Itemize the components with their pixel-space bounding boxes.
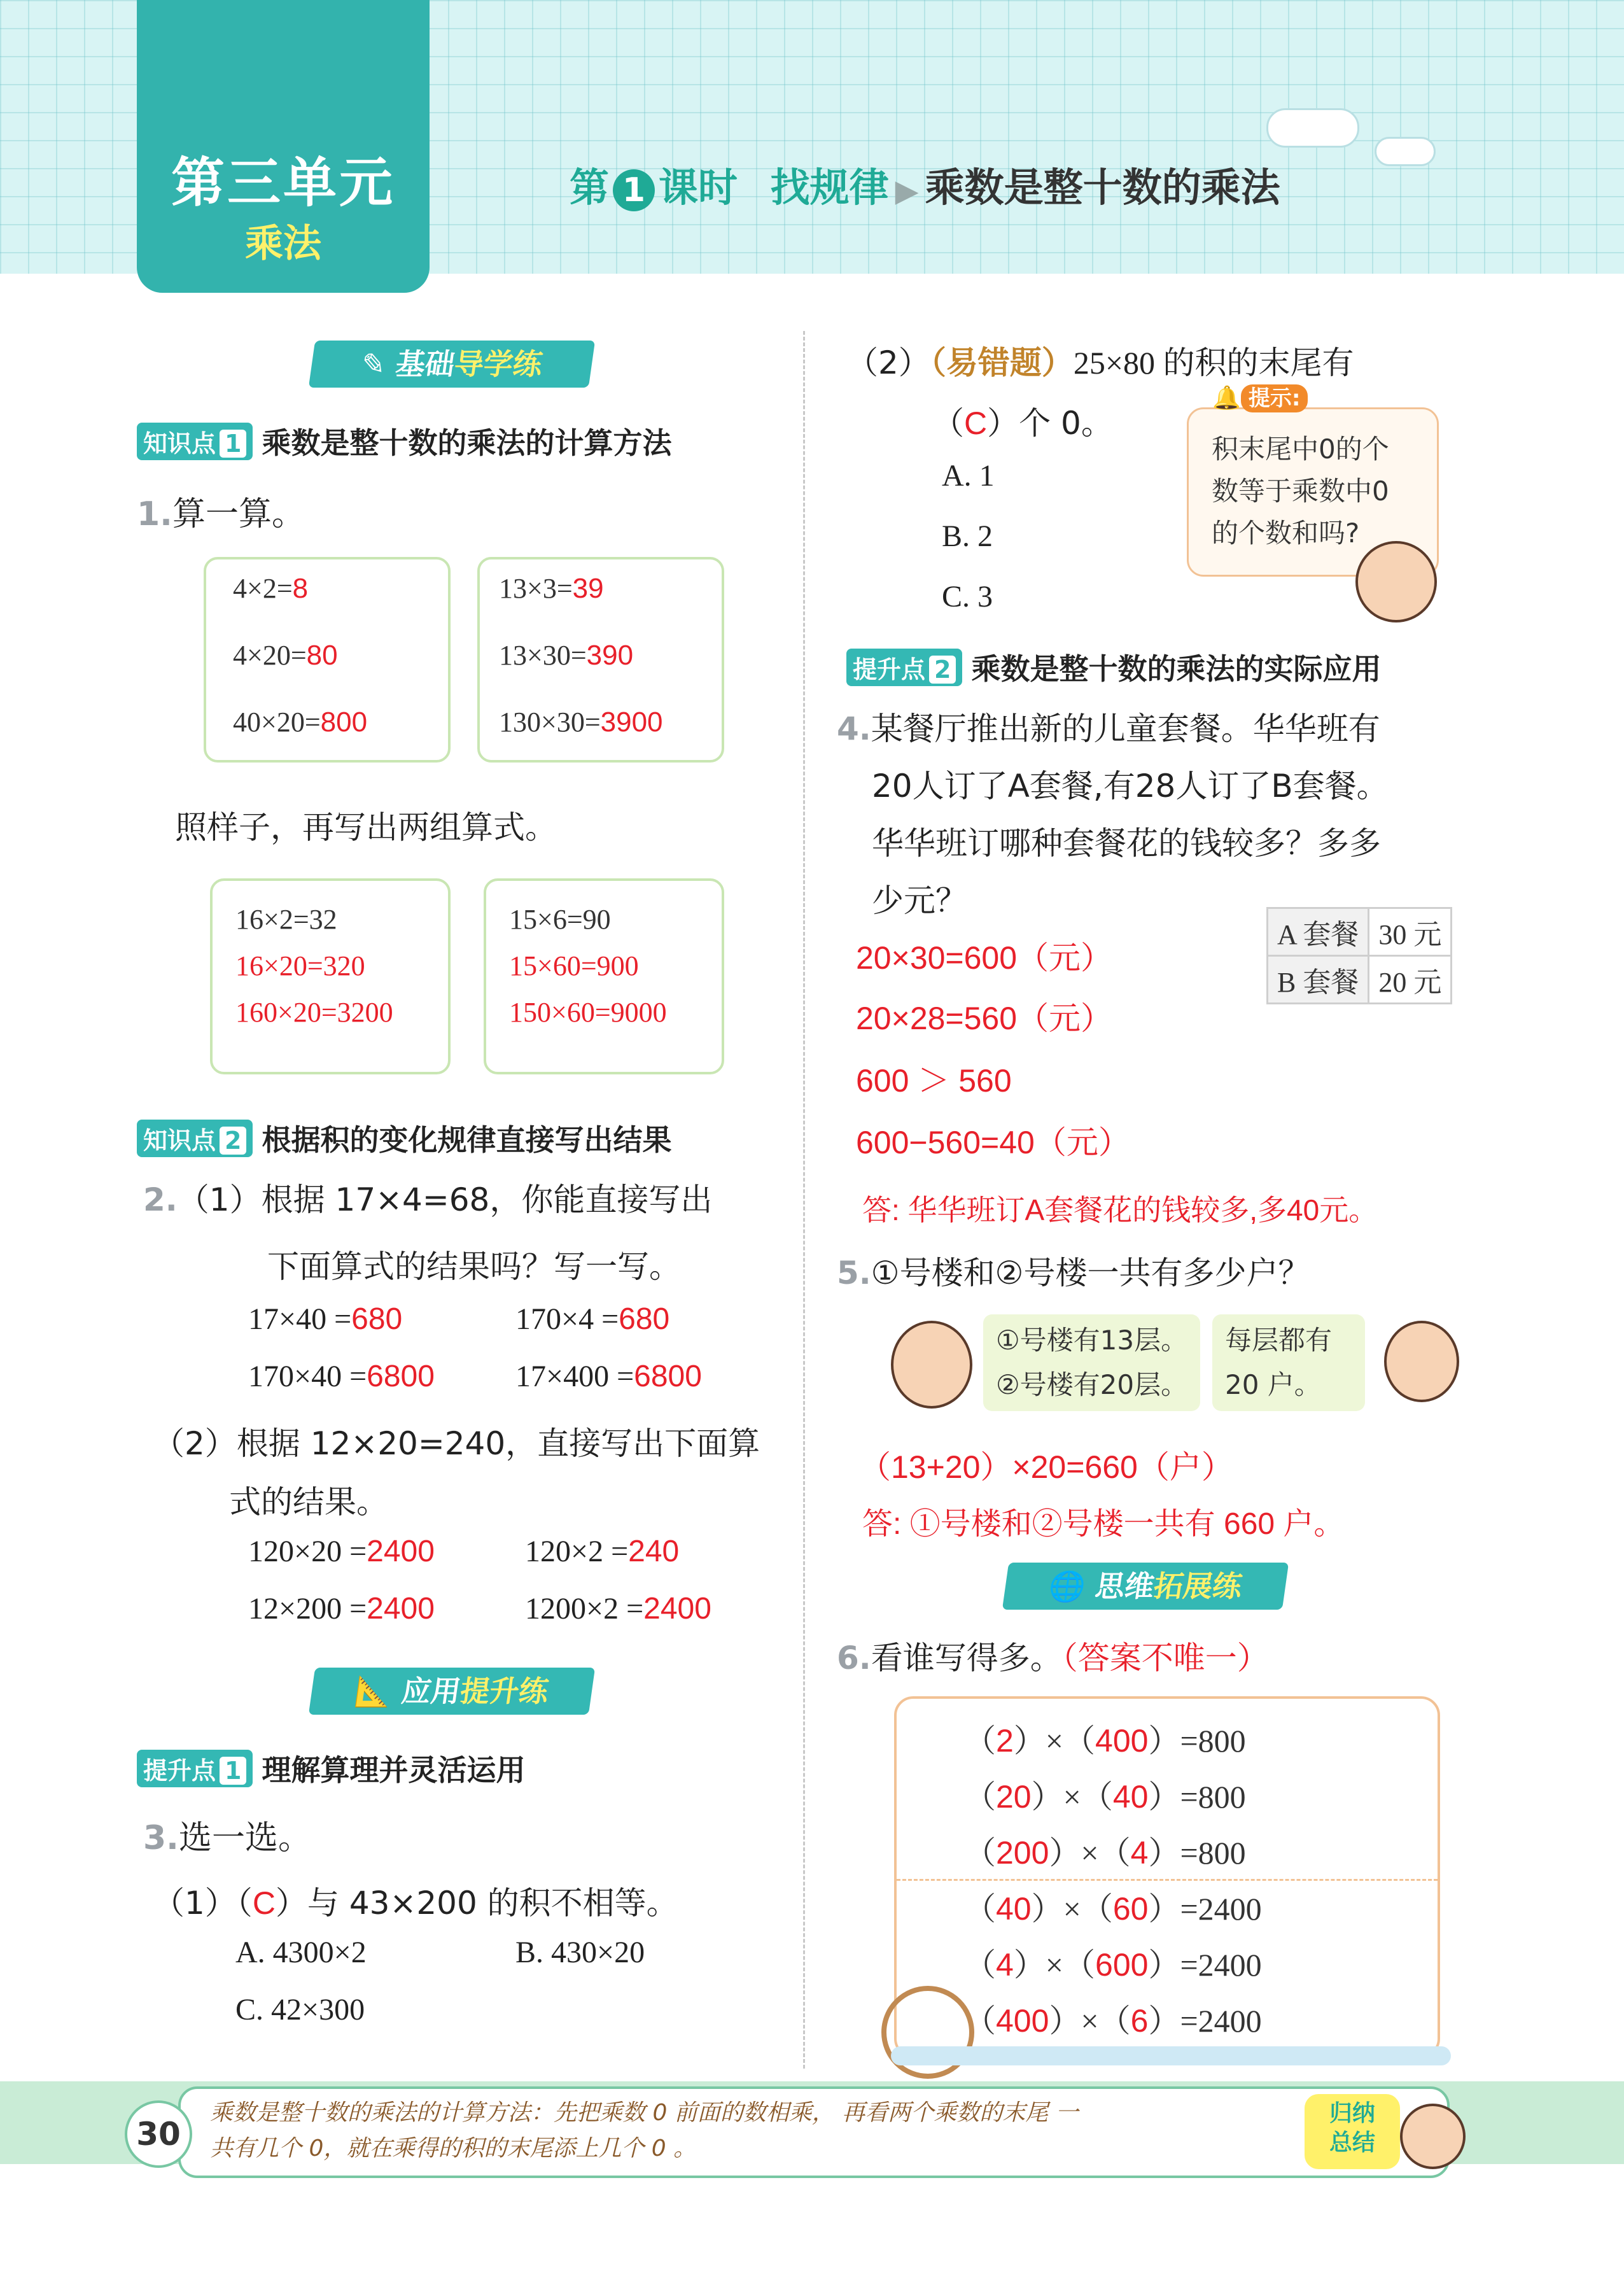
upgrade-point-2 — [846, 646, 1381, 688]
q6-row: （20）×（40）=800 — [964, 1779, 1246, 1815]
section-banner-apply — [309, 1668, 595, 1715]
calc-line: 16×2=32 — [235, 904, 337, 935]
upgrade-title: 理解算理并灵活运用 — [262, 1753, 526, 1787]
knowledge-tag — [137, 1120, 253, 1157]
q2-item — [515, 1302, 669, 1337]
badge-line: 归纳 — [1329, 2100, 1375, 2127]
knowledge-title: 乘数是整十数的乘法的计算方法 — [262, 426, 672, 460]
upgrade-tag — [137, 1750, 253, 1787]
q3-part2 — [846, 337, 1354, 383]
q2-item — [248, 1359, 435, 1394]
expr: 13×3= — [499, 573, 573, 604]
question-4 — [837, 703, 1380, 749]
text: ）个 0。 — [987, 405, 1113, 442]
lesson-name: 找规律 — [770, 164, 889, 211]
tag-label: 知识点 — [143, 429, 216, 458]
q4-line: 少元？ — [872, 882, 967, 919]
q4-work: 20×28=560（元） — [856, 1001, 1113, 1036]
question-3 — [143, 1811, 311, 1859]
upgrade-title: 乘数是整十数的乘法的实际应用 — [971, 652, 1382, 686]
expr: 170×40 = — [248, 1360, 367, 1393]
compass-icon: ✎ — [358, 347, 389, 381]
text: ）与 43×200 的积不相等。 — [275, 1885, 678, 1922]
answer: C — [252, 1885, 276, 1921]
answer: 390 — [586, 640, 634, 671]
globe-icon: 🌐 — [1046, 1569, 1088, 1603]
text: （2） — [846, 344, 930, 381]
question-number: 5. — [837, 1255, 871, 1291]
q4-work: 600 ＞ 560 — [856, 1063, 1012, 1099]
expr: 130×30= — [499, 707, 601, 738]
answer-note: （答案不唯一） — [1061, 1640, 1269, 1676]
speech-line: 20 户。 — [1225, 1369, 1321, 1400]
expr: 17×40 = — [248, 1302, 352, 1336]
table-row — [1268, 908, 1452, 956]
calc-line — [233, 639, 338, 671]
answer: 3900 — [600, 707, 663, 738]
hint-line: 的个数和吗? — [1212, 517, 1360, 549]
banner-prefix: 思维 — [1093, 1569, 1157, 1603]
q4-work: 600−560=40（元） — [856, 1125, 1130, 1160]
unit-box — [137, 0, 430, 293]
tag-label: 知识点 — [143, 1126, 216, 1155]
factor-a: 400 — [996, 2003, 1049, 2039]
answer: 680 — [619, 1302, 670, 1336]
summary-line: 乘数是整十数的乘法的计算方法：先把乘数 0 前面的数相乘， 再看两个乘数的末尾 一 — [210, 2100, 1079, 2126]
calc-line: 160×20=3200 — [235, 997, 393, 1028]
question-number: 3. — [143, 1819, 179, 1857]
tag-number: 2 — [220, 1127, 246, 1155]
knowledge-title: 根据积的变化规律直接写出结果 — [262, 1123, 672, 1157]
banner-highlight: 导学练 — [452, 347, 545, 381]
expr: 17×400 = — [515, 1360, 634, 1393]
footer-summary — [210, 2095, 1254, 2167]
factor-b: 400 — [1095, 1723, 1149, 1759]
question-1 — [137, 487, 305, 535]
factor-a: 2 — [996, 1723, 1014, 1759]
option: B. 430×20 — [515, 1936, 645, 1969]
q2-item — [248, 1302, 402, 1337]
question-2 — [143, 1174, 712, 1220]
text: （ — [932, 405, 964, 442]
factor-b: 4 — [1130, 1835, 1149, 1871]
answer: 2400 — [367, 1592, 435, 1626]
q1-instruction: 照样子，再写出两组算式。 — [175, 809, 557, 846]
q6-row: （200）×（4）=800 — [964, 1835, 1246, 1871]
text: （1）（ — [153, 1885, 253, 1922]
tag-label: 提升点 — [143, 1756, 216, 1785]
knowledge-tag — [137, 423, 253, 460]
error-prone-tag: （易错题） — [930, 344, 1074, 381]
bell-icon: 🔔 — [1212, 385, 1241, 411]
banner-highlight: 提升练 — [458, 1674, 551, 1708]
knowledge-point-2 — [137, 1117, 671, 1159]
lesson-topic: 乘数是整十数的乘法 — [925, 164, 1280, 211]
table-cell: 30 元 — [1369, 908, 1452, 956]
answer: C — [964, 405, 988, 441]
factor-a: 4 — [996, 1947, 1014, 1983]
q2-part2-text2: 式的结果。 — [229, 1484, 388, 1521]
play-arrow-icon: ▶ — [895, 173, 919, 209]
unit-title: 第三单元 — [171, 151, 395, 214]
price-table — [1266, 907, 1452, 1004]
table-cell: A 套餐 — [1268, 908, 1369, 956]
section-banner-basic — [309, 341, 595, 388]
question-number: 4. — [837, 710, 871, 747]
q6-row: （40）×（60）=2400 — [964, 1891, 1262, 1927]
calc-line: 15×6=90 — [509, 904, 611, 935]
question-text: （1）根据 17×4=68，你能直接写出 — [177, 1181, 713, 1218]
q6-row: （4）×（600）=2400 — [964, 1947, 1262, 1983]
expr: 13×30= — [499, 640, 587, 671]
calc-line: 150×60=9000 — [509, 997, 667, 1028]
calc-line — [233, 706, 367, 738]
column-divider — [803, 331, 805, 2069]
q2-item — [525, 1534, 679, 1569]
hint-line: 数等于乘数中0 — [1212, 475, 1389, 507]
upgrade-tag — [846, 649, 962, 686]
calc-line: 16×20=320 — [235, 950, 365, 981]
option: B. 2 — [942, 519, 993, 553]
calc-line: 15×60=900 — [509, 950, 639, 981]
cloud-icon — [1375, 137, 1436, 166]
hint-label: 提示: — [1241, 384, 1308, 412]
question-text: 算一算。 — [172, 495, 305, 533]
q2-item — [248, 1534, 435, 1569]
calc-card-b — [477, 557, 724, 763]
lesson-prefix: 第 — [570, 164, 610, 211]
option: A. 1 — [942, 459, 995, 493]
factor-a: 200 — [996, 1835, 1049, 1871]
cloud-icon — [1266, 108, 1359, 148]
q2-item — [525, 1591, 711, 1626]
q5-answer: 答: ①号楼和②号楼一共有 660 户。 — [862, 1507, 1345, 1541]
summary-badge — [1305, 2094, 1400, 2169]
expr: 40×20= — [233, 707, 321, 738]
question-6 — [837, 1633, 1269, 1678]
q2-item — [515, 1359, 702, 1394]
answer: 2400 — [643, 1592, 711, 1626]
speech-bubble-1 — [983, 1314, 1200, 1411]
hint-header — [1212, 381, 1308, 412]
hint-line: 积末尾中0的个 — [1212, 433, 1389, 465]
tag-number: 1 — [220, 1757, 246, 1785]
water-decoration — [891, 2046, 1451, 2065]
upgrade-point-1 — [137, 1747, 525, 1789]
q3-part2-line2 — [932, 398, 1113, 444]
factor-b: 40 — [1112, 1779, 1149, 1815]
option: C. 3 — [942, 580, 993, 614]
q2-part2-text: （2）根据 12×20=240，直接写出下面算 — [153, 1425, 760, 1462]
factor-b: 6 — [1130, 2003, 1149, 2039]
page-number: 30 — [125, 2100, 192, 2168]
question-number: 6. — [837, 1640, 871, 1677]
q4-answer: 答: 华华班订A套餐花的钱较多,多40元。 — [862, 1193, 1378, 1227]
q6-divider — [897, 1879, 1438, 1881]
expr: 120×2 = — [525, 1535, 629, 1568]
expr: 12×200 = — [248, 1592, 367, 1626]
answer: 39 — [572, 573, 604, 604]
answer: 8 — [292, 573, 309, 604]
q2-item — [248, 1591, 435, 1626]
expr: 170×4 = — [515, 1302, 619, 1336]
knowledge-point-1 — [137, 420, 671, 462]
q4-work: 20×30=600（元） — [856, 940, 1113, 976]
factor-a: 20 — [996, 1779, 1032, 1815]
expr: 4×20= — [233, 640, 307, 671]
answer: 80 — [306, 640, 338, 671]
lesson-heading — [570, 156, 1280, 213]
answer: 6800 — [634, 1360, 702, 1393]
q5-work: （13+20）×20=660（户） — [859, 1449, 1233, 1485]
expr: 120×20 = — [248, 1535, 367, 1568]
boy-avatar — [1400, 2104, 1466, 2169]
banner-prefix: 应用 — [399, 1674, 463, 1708]
q2-part1-text2: 下面算式的结果吗？写一写。 — [267, 1248, 681, 1285]
answer: 2400 — [367, 1535, 435, 1568]
badge-line: 总结 — [1329, 2130, 1375, 2156]
boy-avatar — [1384, 1321, 1459, 1402]
calc-line — [499, 639, 633, 671]
section-banner-think — [1002, 1563, 1289, 1610]
table-row — [1268, 956, 1452, 1004]
question-number: 2. — [143, 1181, 178, 1218]
expr: 1200×2 = — [525, 1592, 644, 1626]
calc-card-d — [484, 878, 724, 1074]
boy-avatar — [1355, 541, 1437, 622]
factor-a: 40 — [996, 1891, 1032, 1927]
answer: 800 — [320, 707, 368, 738]
question-number: 1. — [137, 495, 172, 533]
question-text: 看谁写得多。 — [871, 1640, 1062, 1677]
speech-line: 每层都有 — [1225, 1325, 1333, 1356]
lesson-number: 1 — [613, 169, 655, 211]
answer: 680 — [351, 1302, 403, 1336]
expr: 4×2= — [233, 573, 293, 604]
result: =800 — [1180, 1723, 1246, 1759]
q3-part1 — [153, 1878, 678, 1923]
calc-card-a — [204, 557, 451, 763]
tag-number: 1 — [220, 430, 246, 458]
q4-line: 20人订了A套餐,有28人订了B套餐。 — [872, 768, 1389, 805]
lesson-suffix: 课时 — [659, 164, 738, 211]
option: C. 42×300 — [235, 1993, 365, 2027]
result: =2400 — [1180, 2003, 1262, 2039]
answer: 6800 — [367, 1360, 435, 1393]
speech-line: ①号楼有13层。 — [996, 1325, 1188, 1356]
banner-prefix: 基础 — [393, 347, 458, 381]
calc-card-c — [210, 878, 451, 1074]
question-5 — [837, 1248, 1310, 1293]
tag-number: 2 — [929, 656, 956, 684]
calc-line — [233, 572, 308, 605]
q4-line: 华华班订哪种套餐花的钱较多？多多 — [872, 825, 1381, 862]
ruler-icon: 📐 — [353, 1674, 395, 1708]
question-text: ①号楼和②号楼一共有多少户？ — [871, 1255, 1310, 1291]
factor-b: 600 — [1095, 1947, 1149, 1983]
calc-line — [499, 706, 663, 738]
factor-b: 60 — [1112, 1891, 1149, 1927]
banner-highlight: 拓展练 — [1151, 1569, 1245, 1603]
text: 25×80 的积的末尾有 — [1073, 345, 1354, 381]
option: A. 4300×2 — [235, 1936, 367, 1969]
calc-line — [499, 572, 604, 605]
result: =2400 — [1180, 1891, 1262, 1927]
table-cell: B 套餐 — [1268, 956, 1369, 1004]
result: =800 — [1180, 1835, 1246, 1871]
table-cell: 20 元 — [1369, 956, 1452, 1004]
summary-line: 共有几个 0，就在乘得的积的末尾添上几个 0 。 — [210, 2135, 697, 2162]
question-text: 某餐厅推出新的儿童套餐。华华班有 — [871, 710, 1380, 747]
unit-subtitle: 乘法 — [245, 221, 321, 266]
result: =800 — [1180, 1779, 1246, 1815]
tag-label: 提升点 — [853, 655, 926, 684]
answer: 240 — [628, 1535, 680, 1568]
girl-avatar — [891, 1321, 972, 1409]
speech-line: ②号楼有20层。 — [996, 1369, 1188, 1400]
question-text: 选一选。 — [178, 1819, 311, 1857]
q6-row: （400）×（6）=2400 — [964, 2003, 1262, 2039]
q6-row: （2）×（400）=800 — [964, 1723, 1246, 1759]
speech-bubble-2 — [1212, 1314, 1365, 1411]
result: =2400 — [1180, 1947, 1262, 1983]
